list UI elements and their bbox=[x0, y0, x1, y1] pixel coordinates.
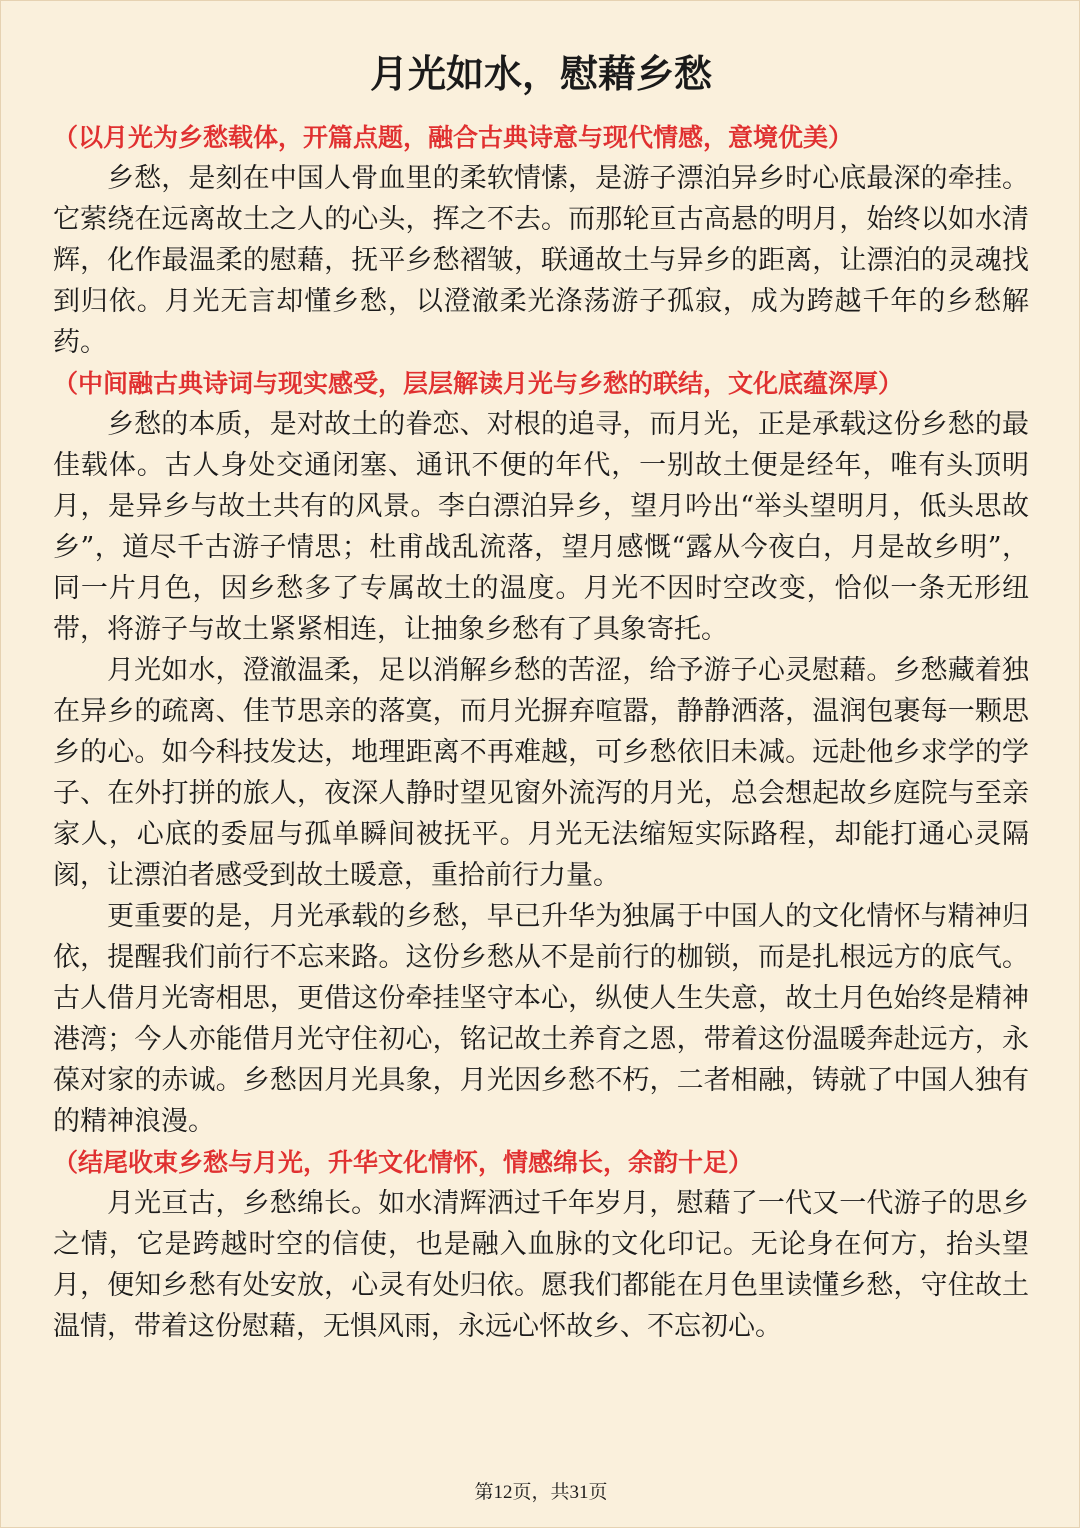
page-number: 第12页，共31页 bbox=[474, 1482, 608, 1503]
paragraph-2: 乡愁的本质，是对故土的眷恋、对根的追寻，而月光，正是承载这份乡愁的最佳载体。古人身处交通闭塞、通讯不便的年代，一别故土便是经年，唯有头顶明月，是异乡与故土共有的风景。李白漂泊异乡，望月吟出“举头望明月，低头思故乡”，道尽千古游子情思；杜甫战乱流落，望月感慨“露从今夜白，月是故乡明”，同一片月色，因乡愁多了专属故土的温度。月光不因时空改变，恰似一条无形纽带，将游子与故土紧紧相连，让抽象乡愁有了具象寄托。 bbox=[53, 409, 1029, 645]
paragraph-5: 月光亘古，乡愁绵长。如水清辉洒过千年岁月，慰藉了一代又一代游子的思乡之情，它是跨越时空的信使，也是融入血脉的文化印记。无论身在何方，抬头望月，便知乡愁有处安放，心灵有处归依。愿我们都能在月色里读懂乡愁，守住故土温情，带着这份慰藉，无惧风雨，永远心怀故乡、不忘初心。 bbox=[53, 1188, 1029, 1342]
annotation-note-opening: （以月光为乡愁载体，开篇点题，融合古典诗意与现代情感，意境优美） bbox=[53, 123, 854, 152]
essay-body bbox=[53, 117, 1029, 1347]
paragraph-1: 乡愁，是刻在中国人骨血里的柔软情愫，是游子漂泊异乡时心底最深的牵挂。它萦绕在远离故土之人的心头，挥之不去。而那轮亘古高悬的明月，始终以如水清辉，化作最温柔的慰藉，抚平乡愁褶皱，联通故土与异乡的距离，让漂泊的灵魂找到归依。月光无言却懂乡愁，以澄澈柔光涤荡游子孤寂，成为跨越千年的乡愁解药。 bbox=[53, 163, 1029, 358]
paragraph-3: 月光如水，澄澈温柔，足以消解乡愁的苦涩，给予游子心灵慰藉。乡愁藏着独在异乡的疏离、佳节思亲的落寞，而月光摒弃喧嚣，静静洒落，温润包裹每一颗思乡的心。如今科技发达，地理距离不再难越，可乡愁依旧未减。远赴他乡求学的学子、在外打拼的旅人，夜深人静时望见窗外流泻的月光，总会想起故乡庭院与至亲家人，心底的委屈与孤单瞬间被抚平。月光无法缩短实际路程，却能打通心灵隔阂，让漂泊者感受到故土暖意，重拾前行力量。 bbox=[53, 655, 1029, 891]
paragraph-4: 更重要的是，月光承载的乡愁，早已升华为独属于中国人的文化情怀与精神归依，提醒我们前行不忘来路。这份乡愁从不是前行的枷锁，而是扎根远方的底气。古人借月光寄相思，更借这份牵挂坚守本心，纵使人生失意，故土月色始终是精神港湾；今人亦能借月光守住初心，铭记故土养育之恩，带着这份温暖奔赴远方，永葆对家的赤诚。乡愁因月光具象，月光因乡愁不朽，二者相融，铸就了中国人独有的精神浪漫。 bbox=[53, 901, 1029, 1137]
annotation-note-ending: （结尾收束乡愁与月光，升华文化情怀，情感绵长，余韵十足） bbox=[53, 1148, 754, 1177]
annotation-note-middle: （中间融古典诗词与现实感受，层层解读月光与乡愁的联结，文化底蕴深厚） bbox=[53, 369, 904, 398]
page-title: 月光如水，慰藉乡愁 bbox=[369, 51, 712, 96]
